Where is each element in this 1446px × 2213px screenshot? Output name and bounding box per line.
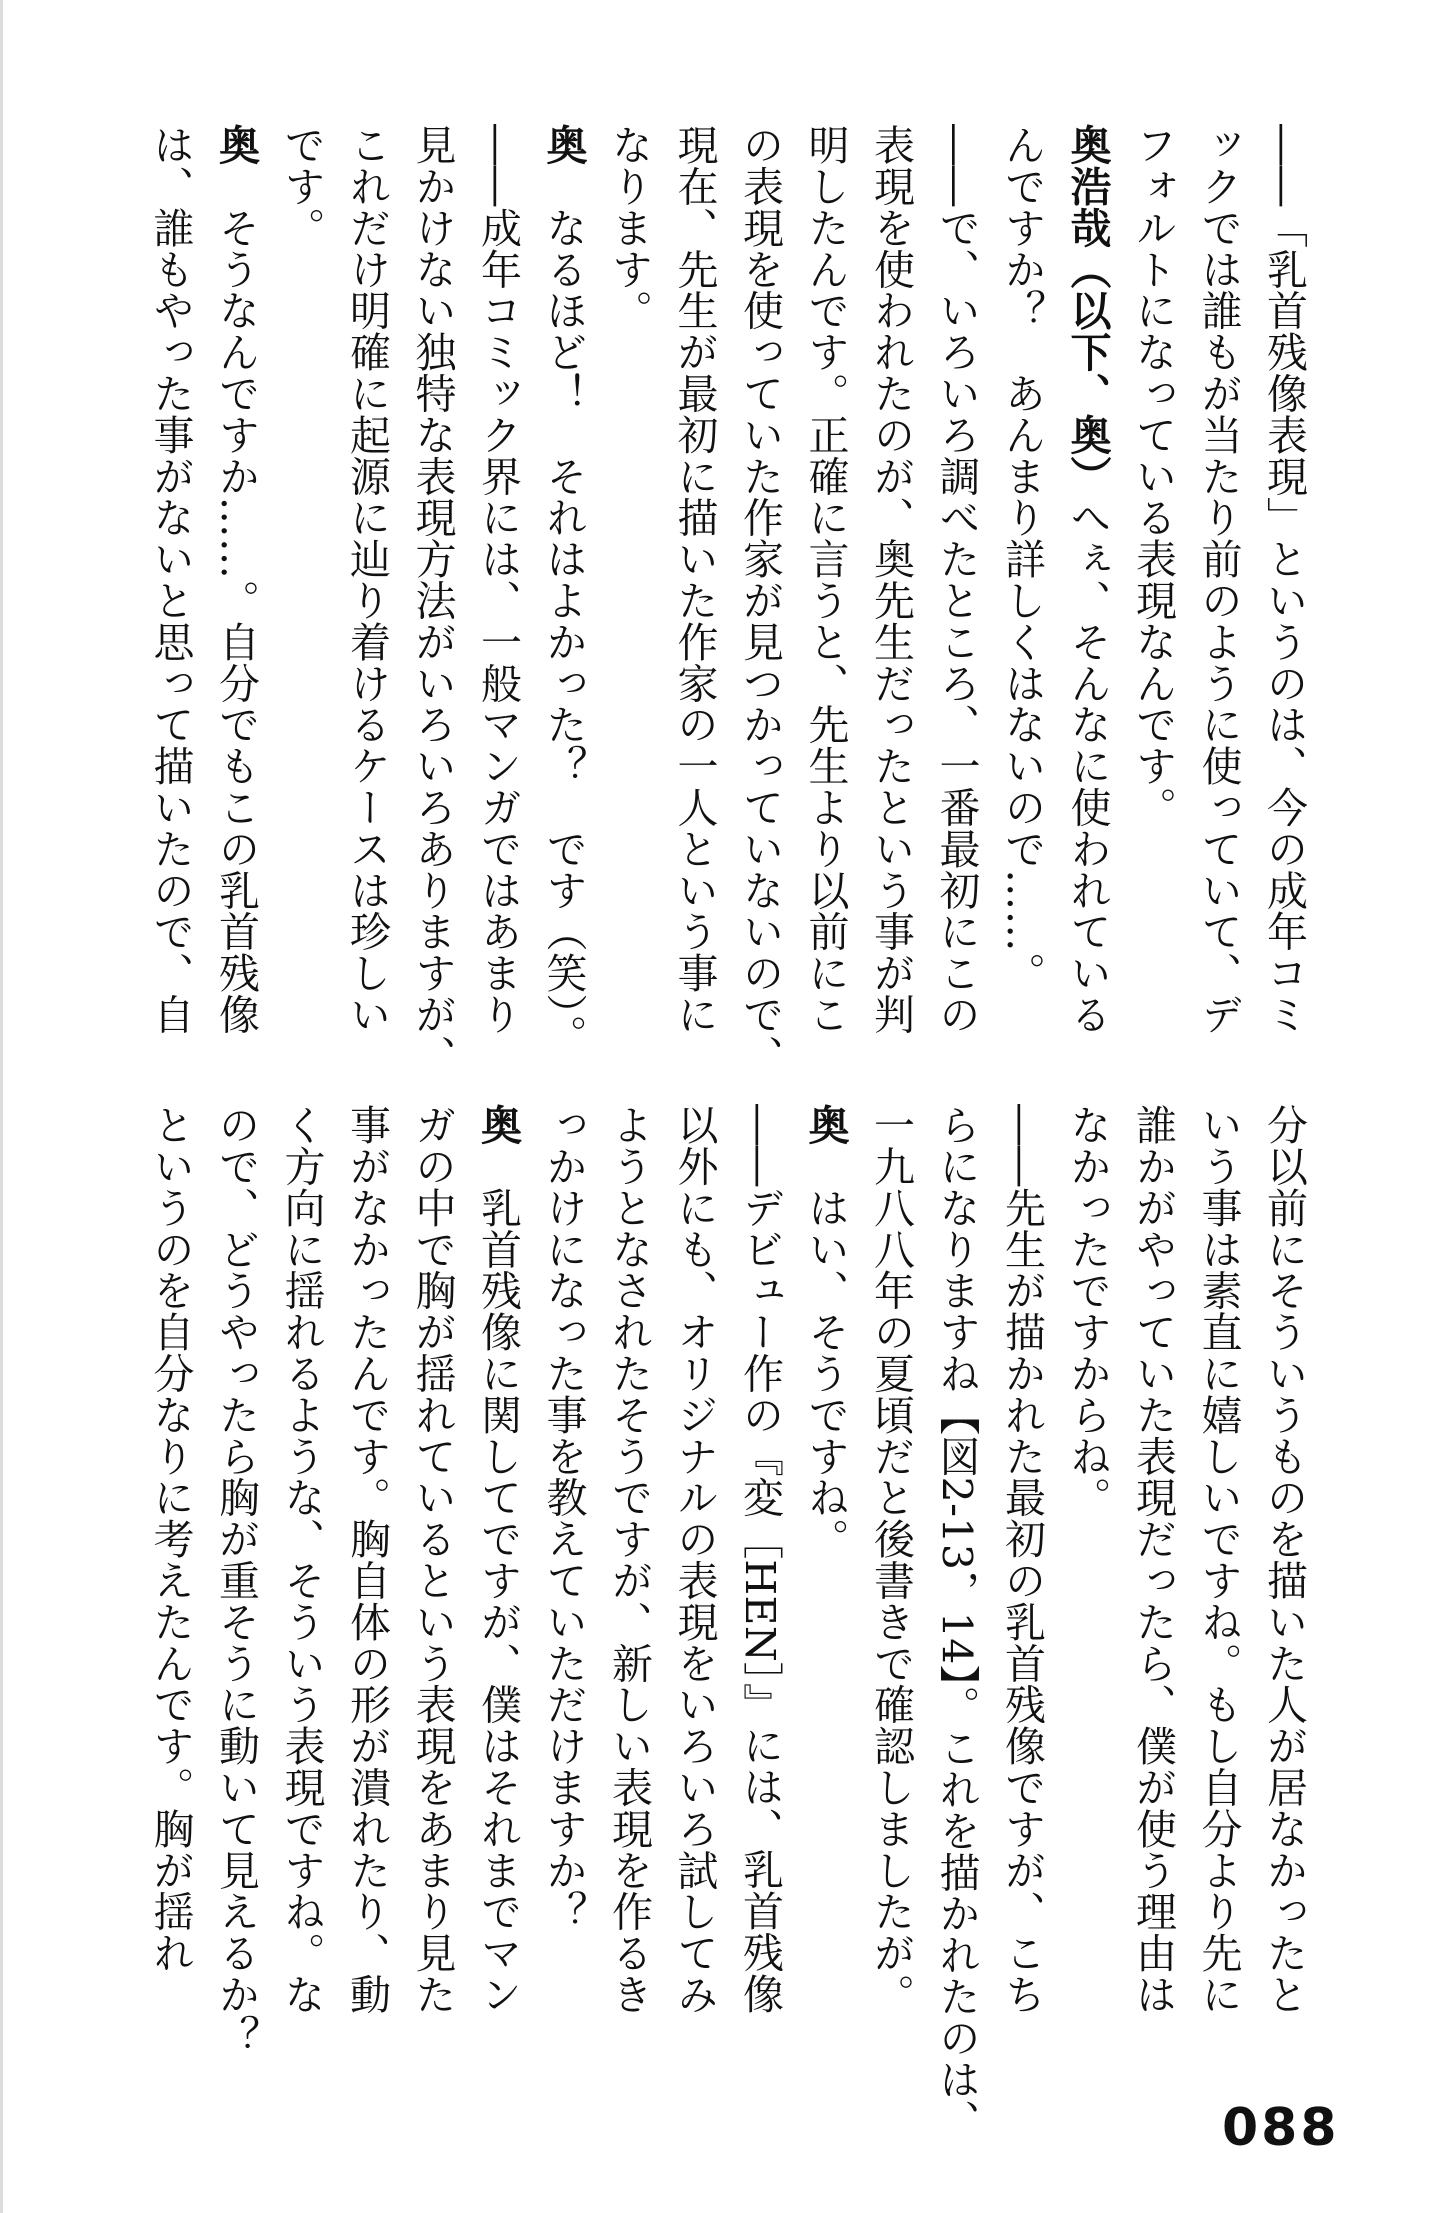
speech-text: なるほど！ それはよかった？ です（笑）。 [539, 165, 588, 1056]
text-column: ックでは誰もが当たり前のように使っていて、デ [1194, 124, 1243, 1035]
text-column: ガの中で胸が揺れているという表現をあまり見た [408, 1104, 457, 2015]
text-column: 明したんです。正確に言うと、先生より以前にこ [801, 124, 850, 1035]
text-column: 表現を使われたのが、奥先生だったという事が判 [867, 124, 915, 1035]
speech-text: そうなんですか……。自分でもこの乳首残像 [212, 165, 260, 1035]
text-column: の表現を使っていた作家が見つかっていないので、 [736, 124, 784, 1077]
text-column: です。 [277, 124, 326, 249]
text-column: っかけになった事を教えていただけますか？ [539, 1104, 588, 1932]
text-column: ようとなされたそうですが、新しい表現を作るき [605, 1104, 653, 2015]
speaker-name: 奥浩哉（以下、奥） [1063, 124, 1112, 497]
speech-text: へぇ、そんなに使われている [1063, 496, 1112, 1035]
text-column: ――先生が描かれた最初の乳首残像ですが、こち [998, 1104, 1046, 2015]
text-column: んですか？ あんまり詳しくはないので……。 [998, 124, 1046, 994]
text-column: これだけ明確に起源に辿り着けるケースは珍しい [343, 124, 391, 1035]
page-number: 088 [1222, 2098, 1340, 2158]
page-edge [0, 0, 3, 2213]
text-column: 分以前にそういうものを描いた人が居なかったと [1260, 1104, 1308, 2015]
text-column [1054, 124, 1120, 1044]
text-column: フォルトになっている表現なんです。 [1129, 124, 1177, 828]
text-column [792, 1104, 858, 2024]
text-column: なります。 [605, 124, 653, 331]
text-column [530, 124, 596, 1056]
speaker-name: 奥 [474, 1104, 522, 1146]
text-column: ――成年コミック界には、一般マンガではあまり [474, 124, 522, 1035]
text-column: 見かけない独特な表現方法がいろいろありますが、 [408, 124, 457, 1077]
text-column: らになりますね【図2-13，14】。これを描かれたのは、 [932, 1104, 981, 2141]
text-column: 事がなかったんです。胸自体の形が潰れたり、動 [343, 1104, 391, 2015]
text-column [203, 124, 269, 1044]
text-column: ――「乳首残像表現」というのは、今の成年コミ [1260, 124, 1308, 1035]
speaker-name: 奥 [212, 124, 260, 166]
speaker-name: 奥 [801, 1104, 850, 1146]
speech-text: 乳首残像に関してですが、僕はそれまでマン [474, 1145, 522, 2015]
text-block-top [136, 124, 1316, 1077]
text-column: ――で、いろいろ調べたところ、一番最初にこの [932, 124, 981, 1035]
text-column: いう事は素直に嬉しいですね。もし自分より先に [1194, 1104, 1243, 2015]
speech-text: はい、そうですね。 [801, 1145, 850, 1560]
text-column: なかったですからね。 [1063, 1104, 1112, 1518]
text-column: く方向に揺れるような、そういう表現ですね。な [277, 1104, 326, 2015]
text-column: ――デビュー作の『変［HEN］』には、乳首残像 [736, 1104, 784, 2015]
text-column: 一九八八年の夏頃だと後書きで確認しましたが。 [867, 1104, 915, 2015]
text-column: 現在、先生が最初に描いた作家の一人という事に [670, 124, 719, 1035]
text-column: ので、どうやったら胸が重そうに動いて見えるか？ [212, 1104, 260, 2057]
speaker-name: 奥 [539, 124, 588, 166]
text-column: は、誰もやった事がないと思って描いたので、自 [146, 124, 195, 1035]
text-column: 以外にも、オリジナルの表現をいろいろ試してみ [670, 1104, 719, 2015]
text-column: 誰かがやっていた表現だったら、僕が使う理由は [1129, 1104, 1177, 2015]
text-column [465, 1104, 531, 2024]
text-column: というのを自分なりに考えたんです。胸が揺れ [146, 1104, 195, 1974]
